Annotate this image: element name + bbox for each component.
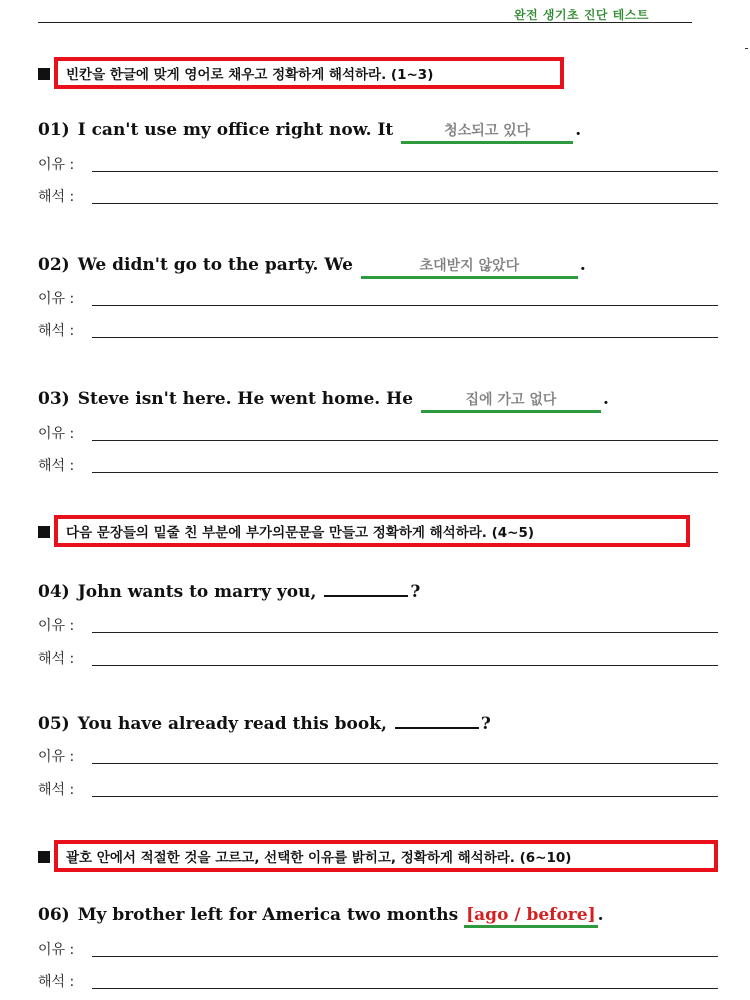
translation-label: 해석 : [38, 651, 75, 667]
translation-label: 해석 : [38, 974, 75, 990]
translation-line[interactable] [38, 779, 718, 799]
reason-line[interactable] [38, 154, 718, 174]
answer-choice[interactable]: [ago / before] [464, 905, 598, 928]
question-3: 03) Steve isn't here. He went home. He 집에 가고 없다 . [38, 389, 609, 413]
answer-blank[interactable] [324, 581, 408, 597]
question-1: 01) I can't use my office right now. It 청소되고 있다 . [38, 120, 581, 144]
question-2: 02) We didn't go to the party. We 초대받지 않았다 . [38, 255, 586, 279]
reason-line[interactable] [38, 746, 718, 766]
reason-line[interactable] [38, 423, 718, 443]
reason-label: 이유 : [38, 426, 75, 442]
reason-line[interactable] [38, 288, 718, 308]
bullet-square-icon [38, 851, 50, 863]
question-text: Steve isn't here. He went home. He [77, 389, 414, 409]
bullet-square-icon [38, 68, 50, 80]
answer-blank[interactable]: 초대받지 않았다 [361, 256, 578, 279]
translation-line[interactable] [38, 186, 718, 206]
reason-line[interactable] [38, 615, 718, 635]
translation-label: 해석 : [38, 189, 75, 205]
answer-blank[interactable]: 청소되고 있다 [401, 121, 573, 144]
translation-line[interactable] [38, 320, 718, 340]
reason-label: 이유 : [38, 157, 75, 173]
question-text: John wants to marry you, [77, 582, 317, 602]
question-text: We didn't go to the party. We [77, 255, 353, 275]
answer-blank[interactable] [395, 713, 479, 729]
translation-line[interactable] [38, 648, 718, 668]
bullet-square-icon [38, 526, 50, 538]
section-instruction: 다음 문장들의 밑줄 친 부분에 부가의문문을 만들고 정확하게 해석하라. (4~5) [54, 515, 690, 547]
reason-label: 이유 : [38, 749, 75, 765]
question-text: You have already read this book, [77, 714, 387, 734]
question-text: My brother left for America two months [77, 905, 459, 925]
section-instruction: 빈칸을 한글에 맞게 영어로 채우고 정확하게 해석하라. (1~3) [54, 57, 564, 89]
reason-label: 이유 : [38, 618, 75, 634]
answer-blank[interactable]: 집에 가고 없다 [421, 390, 601, 413]
translation-label: 해석 : [38, 323, 75, 339]
question-text: I can't use my office right now. It [77, 120, 394, 140]
translation-line[interactable] [38, 455, 718, 475]
question-5: 05) You have already read this book, ? [38, 714, 491, 734]
reason-label: 이유 : [38, 942, 75, 958]
question-4: 04) John wants to marry you, ? [38, 582, 421, 602]
reason-label: 이유 : [38, 291, 75, 307]
header-title: 완전 생기초 진단 테스트 [514, 8, 649, 22]
translation-label: 해석 : [38, 782, 75, 798]
translation-label: 해석 : [38, 458, 75, 474]
question-6: 06) My brother left for America two months [ago / before] . [38, 905, 604, 925]
reason-line[interactable] [38, 939, 718, 959]
margin-mark [745, 48, 748, 49]
section-instruction: 괄호 안에서 적절한 것을 고르고, 선택한 이유를 밝히고, 정확하게 해석하라. (6~10) [54, 840, 718, 872]
translation-line[interactable] [38, 971, 718, 991]
